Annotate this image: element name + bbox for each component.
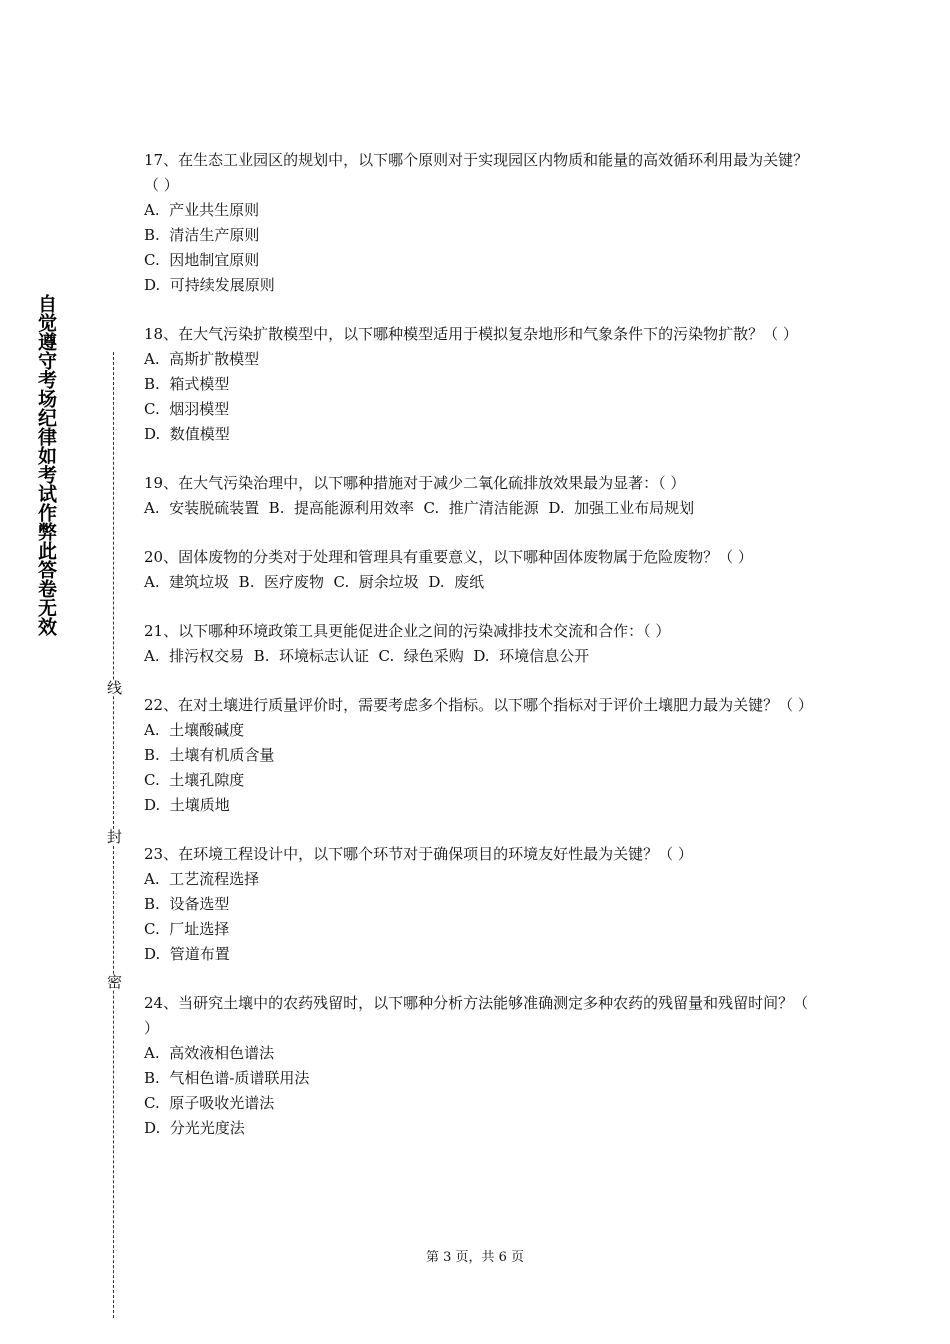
question-stem: 22、在对土壤进行质量评价时，需要考虑多个指标。以下哪个指标对于评价土壤肥力最为关键？（ ）: [144, 696, 813, 714]
option-c: C. 烟羽模型: [144, 400, 230, 418]
seal-label-feng: 封: [105, 829, 123, 844]
option-b: B. 土壤有机质含量: [144, 746, 275, 764]
option-a: A. 产业共生原则: [144, 201, 260, 219]
inline-options: A. 排污权交易 B. 环境标志认证 C. 绿色采购 D. 环境信息公开: [144, 647, 590, 665]
option-a: A. 土壤酸碱度: [144, 721, 245, 739]
inline-options: A. 安装脱硫装置 B. 提高能源利用效率 C. 推广清洁能源 D. 加强工业布局规划: [144, 499, 695, 517]
exam-discipline-notice: 自觉遵守考场纪律如考试作弊此答卷无效: [35, 294, 57, 636]
question-22: [144, 693, 814, 818]
question-24: [144, 991, 814, 1141]
question-list: [144, 148, 814, 1165]
question-stem: 20、固体废物的分类对于处理和管理具有重要意义，以下哪种固体废物属于危险废物？（ ）: [144, 548, 753, 566]
question-20: [144, 545, 814, 595]
question-21: [144, 619, 814, 669]
option-b: B. 箱式模型: [144, 375, 230, 393]
option-b: B. 气相色谱-质谱联用法: [144, 1069, 310, 1087]
option-c: C. 厂址选择: [144, 920, 230, 938]
inline-options: A. 建筑垃圾 B. 医疗废物 C. 厨余垃圾 D. 废纸: [144, 573, 485, 591]
option-c: C. 土壤孔隙度: [144, 771, 245, 789]
option-a: A. 高斯扩散模型: [144, 350, 260, 368]
option-d: D. 分光光度法: [144, 1119, 245, 1137]
question-stem: 24、当研究土壤中的农药残留时，以下哪种分析方法能够准确测定多种农药的残留量和残留时间？（ ）: [144, 994, 809, 1037]
question-17: [144, 148, 814, 298]
question-stem: 19、在大气污染治理中，以下哪种措施对于减少二氧化硫排放效果最为显著：（ ）: [144, 474, 686, 492]
option-a: A. 高效液相色谱法: [144, 1044, 275, 1062]
question-18: [144, 322, 814, 447]
seal-label-mi: 密: [105, 974, 123, 989]
option-a: A. 工艺流程选择: [144, 870, 260, 888]
option-c: C. 原子吸收光谱法: [144, 1094, 275, 1112]
option-b: B. 设备选型: [144, 895, 230, 913]
option-c: C. 因地制宜原则: [144, 251, 260, 269]
page-footer: 第 3 页，共 6 页: [425, 1250, 525, 1265]
option-d: D. 可持续发展原则: [144, 276, 275, 294]
question-stem: 17、在生态工业园区的规划中，以下哪个原则对于实现园区内物质和能量的高效循环利用最为关键？（ ）: [144, 151, 809, 194]
option-d: D. 土壤质地: [144, 796, 230, 814]
question-19: [144, 471, 814, 521]
option-b: B. 清洁生产原则: [144, 226, 260, 244]
question-stem: 18、在大气污染扩散模型中，以下哪种模型适用于模拟复杂地形和气象条件下的污染物扩散？（ ）: [144, 325, 798, 343]
seal-label-xian: 线: [105, 680, 123, 695]
question-stem: 21、以下哪种环境政策工具更能促进企业之间的污染减排技术交流和合作：（ ）: [144, 622, 671, 640]
question-stem: 23、在环境工程设计中，以下哪个环节对于确保项目的环境友好性最为关键？（ ）: [144, 845, 693, 863]
option-d: D. 管道布置: [144, 945, 230, 963]
option-d: D. 数值模型: [144, 425, 230, 443]
question-23: [144, 842, 814, 967]
